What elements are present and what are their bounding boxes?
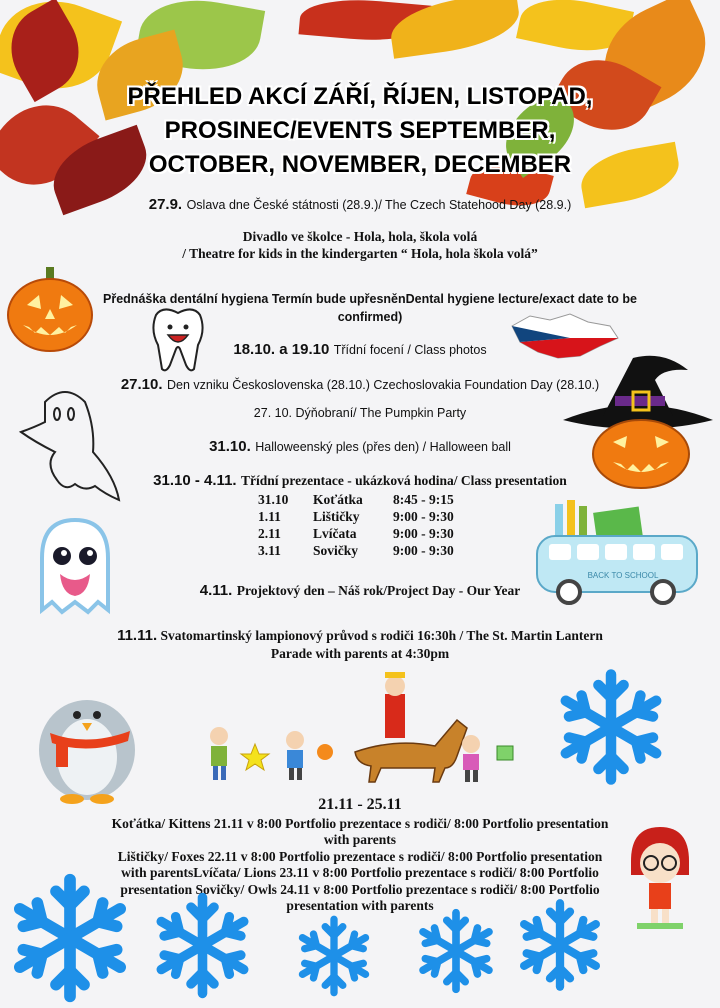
- event-text: presentation with parents: [286, 898, 434, 913]
- event-statehood-day: [110, 196, 610, 214]
- event-st-martin-parade: [80, 627, 640, 663]
- title-line: PŘEHLED AKCÍ ZÁŘÍ, ŘÍJEN, LISTOPAD,: [127, 83, 593, 110]
- event-date: 4.11.: [199, 582, 233, 599]
- table-row: [258, 525, 454, 542]
- event-halloween-ball: [160, 438, 560, 456]
- event-date: 27.9.: [148, 196, 183, 213]
- ghost-outline-icon: [15, 382, 125, 507]
- snowflake-icon: [290, 912, 378, 1000]
- tooth-icon: [148, 305, 208, 375]
- event-text: Halloweenský ples (přes den) / Halloween ball: [255, 440, 511, 454]
- event-class-photos: [180, 341, 540, 359]
- title-line: PROSINEC/EVENTS SEPTEMBER,: [164, 117, 556, 144]
- event-text: Lištičky/ Foxes 22.11 v 8:00 Portfolio prezentace s rodiči/ 8:00 Portfolio presentation: [117, 848, 603, 864]
- event-text: Třídní focení / Class photos: [333, 343, 487, 357]
- event-text: Projektový den – Náš rok/Project Day - Our Year: [236, 583, 521, 598]
- event-date: 27.10.: [120, 376, 163, 393]
- schedule-time: 9:00 - 9:30: [393, 525, 454, 541]
- schedule-date: 31.10: [258, 491, 289, 507]
- event-text: Svatomartinský lampionový průvod s rodiči 16:30h / The St. Martin Lantern: [160, 628, 603, 643]
- child-with-lantern-icon: [286, 731, 304, 780]
- snowflake-icon: [0, 868, 140, 1008]
- schedule-time: 8:45 - 9:15: [393, 491, 454, 507]
- snowflake-icon: [410, 905, 502, 997]
- event-project-day: [160, 582, 560, 600]
- event-text: Koťátka/ Kittens 21.11 v 8:00 Portfolio prezentace s rodiči/ 8:00 Portfolio presentation: [111, 815, 609, 831]
- girl-with-glasses-icon: [625, 825, 695, 930]
- presentation-schedule-table: [258, 491, 454, 559]
- table-row: [258, 491, 454, 508]
- page-title: [70, 80, 650, 182]
- event-text: with parentsLvíčata/ Lions 23.11 v 8:00 Portfolio prezentace s rodiči/ 8:00 Portfolio: [121, 865, 599, 880]
- event-theatre: [130, 228, 590, 262]
- table-row: [258, 508, 454, 525]
- schedule-class: Sovičky: [313, 542, 359, 558]
- event-text: with parents: [323, 832, 397, 847]
- schedule-time: 9:00 - 9:30: [393, 508, 454, 524]
- schedule-class: Koťátka: [313, 491, 363, 507]
- cute-ghost-icon: [30, 518, 120, 618]
- event-text: Parade with parents at 4:30pm: [270, 646, 450, 661]
- event-text: Přednáška dentální hygiena Termín bude upřesněnDental hygiene lecture/exact date to be: [103, 292, 637, 306]
- event-text: Divadlo ve školce - Hola, hola, škola volá: [242, 229, 478, 244]
- snowflake-icon: [548, 664, 674, 790]
- event-date: 21.11 - 25.11: [318, 796, 402, 813]
- child-with-lantern-icon: [210, 727, 228, 780]
- school-bus-icon: [535, 500, 700, 605]
- event-text: / Theatre for kids in the kindergarten “ Hola, hola škola volá”: [182, 246, 538, 261]
- event-text: Třídní prezentace - ukázková hodina/ Class presentation: [241, 473, 567, 488]
- snowflake-icon: [145, 888, 260, 1003]
- horse-rider-icon: [355, 672, 467, 782]
- schedule-date: 1.11: [258, 508, 281, 524]
- jack-o-lantern-icon: [5, 265, 95, 355]
- event-text: presentation Sovičky/ Owls 24.11 v 8:00 Portfolio prezentace s rodiči/ 8:00 Portfolio: [120, 881, 600, 897]
- event-date: 18.10. a 19.10: [233, 341, 330, 358]
- event-czechoslovakia-day: [90, 376, 630, 394]
- event-date: 31.10 - 4.11.: [153, 472, 237, 489]
- schedule-class: Lištičky: [313, 508, 360, 524]
- event-text: 27. 10. Dýňobraní/ The Pumpkin Party: [253, 406, 467, 420]
- event-text: confirmed): [337, 310, 403, 324]
- bus-sign-text: BACK TO SCHOOL: [587, 571, 659, 580]
- child-with-lantern-icon: [462, 735, 480, 782]
- event-date: 11.11.: [117, 627, 158, 644]
- table-row: [258, 542, 454, 559]
- schedule-date: 2.11: [258, 525, 281, 541]
- st-martin-parade-illustration: [195, 672, 525, 787]
- schedule-date: 3.11: [258, 542, 281, 558]
- schedule-class: Lvíčata: [313, 525, 357, 541]
- event-text: Den vzniku Československa (28.10.) Czechoslovakia Foundation Day (28.10.): [167, 378, 600, 392]
- event-text: Oslava dne České státnosti (28.9.)/ The Czech Statehood Day (28.9.): [186, 198, 572, 212]
- event-pumpkin-party: [200, 406, 520, 420]
- snowflake-icon: [510, 895, 610, 995]
- schedule-time: 9:00 - 9:30: [393, 542, 454, 558]
- title-line: OCTOBER, NOVEMBER, DECEMBER: [148, 151, 572, 178]
- witch-pumpkin-icon: [563, 350, 713, 490]
- event-date: 31.10.: [209, 438, 251, 455]
- event-class-presentation: [110, 472, 610, 490]
- penguin-icon: [32, 685, 142, 805]
